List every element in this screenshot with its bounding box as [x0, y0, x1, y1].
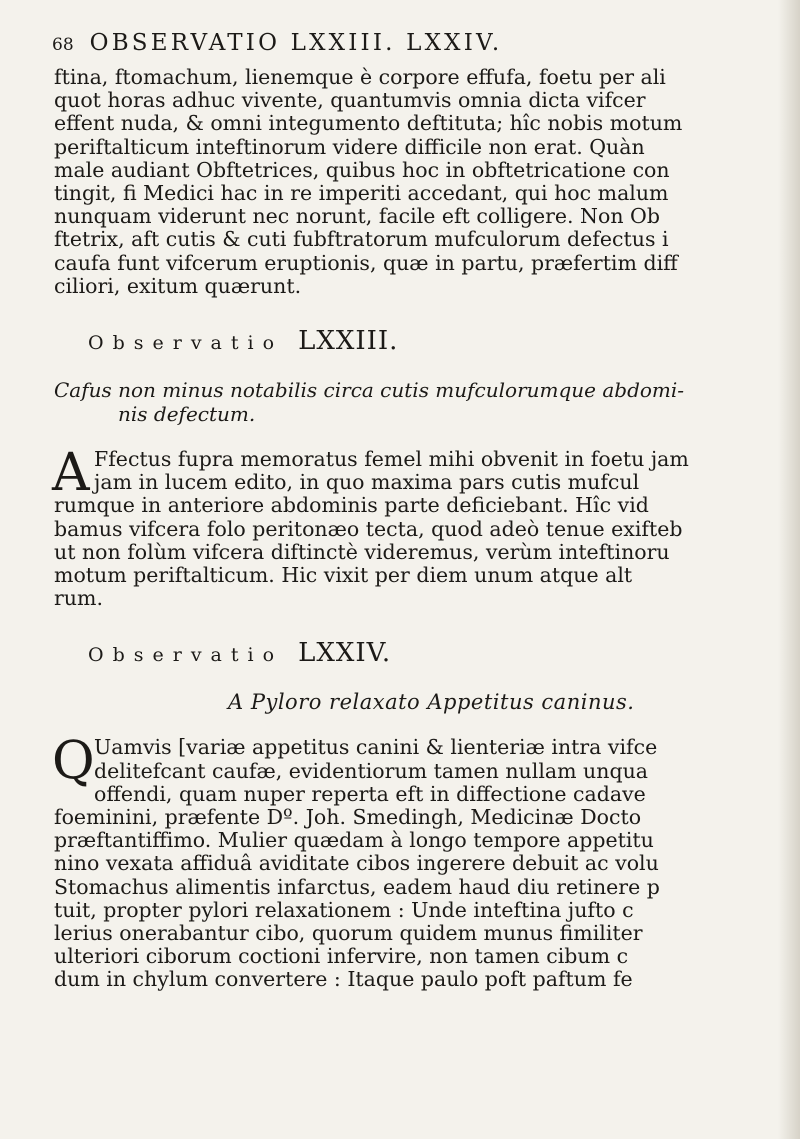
- text-line: offendi, quam nuper reperta eft in diffectione cadave: [94, 781, 646, 806]
- text-line: præftantiffimo. Mulier quædam à longo tempore appetitu: [54, 828, 654, 853]
- observation-label: Observatio: [88, 644, 284, 667]
- observation-subtitle-73: [54, 378, 796, 426]
- text-line: tuit, propter pylori relaxationem : Unde inteftina jufto c: [54, 897, 634, 922]
- text-line: male audiant Obftetrices, quibus hoc in obftetricatione con: [54, 157, 670, 182]
- text-line: effent nuda, & omni integumento deftituta; hîc nobis motum: [54, 111, 683, 136]
- text-line: dum in chylum convertere : Itaque paulo poft paftum fe: [54, 967, 633, 992]
- text-line: rum.: [54, 586, 103, 611]
- intro-paragraph: [54, 66, 796, 298]
- text-line: Stomachus alimentis infarctus, eadem haud diu retinere p: [54, 874, 660, 899]
- observation-heading-73: [88, 326, 796, 356]
- observation-label: Observatio: [88, 332, 284, 355]
- text-line: periftalticum inteftinorum videre difficile non erat. Quàn: [54, 134, 645, 159]
- observation-body-74: [52, 731, 796, 992]
- text-line: ut non folùm vifcera diftinctè videremus, verùm inteftinoru: [54, 539, 670, 564]
- text-line: bamus vifcera folo peritonæo tecta, quod adeò tenue exifteb: [54, 516, 683, 541]
- drop-cap: A: [52, 443, 90, 504]
- observation-subtitle-74: A Pyloro relaxato Appetitus caninus.: [228, 690, 635, 715]
- text-line: caufa funt vifcerum eruptionis, quæ in partu, præfertim diff: [54, 250, 678, 275]
- text-line: motum periftalticum. Hic vixit per diem unum atque alt: [54, 563, 633, 588]
- text-line: nunquam viderunt nec norunt, facile eft colligere. Non Ob: [54, 204, 660, 229]
- text-line: lerius onerabantur cibo, quorum quidem munus fimiliter: [54, 921, 643, 946]
- text-line: Ffectus fupra memoratus femel mihi obvenit in foetu jam: [94, 447, 689, 472]
- text-line: foeminini, præfente Dº. Joh. Smedingh, Medicinæ Docto: [54, 805, 642, 830]
- observation-number: LXXIII.: [298, 326, 399, 357]
- observation-body-73: [52, 443, 796, 611]
- text-line: ciliori, exitum quærunt.: [54, 273, 302, 298]
- text-line: jam in lucem edito, in quo maxima pars cutis mufcul: [94, 470, 640, 495]
- observation-number: LXXIV.: [298, 638, 392, 669]
- running-header: [52, 30, 796, 56]
- observation-heading-74: [88, 638, 796, 668]
- running-title: OBSERVATIO LXXIII. LXXIV.: [89, 30, 503, 56]
- text-line: ftetrix, aft cutis & cuti fubftratorum mufculorum defectus i: [54, 227, 669, 252]
- page-number: 68: [52, 35, 74, 55]
- text-line: rumque in anteriore abdominis parte deficiebant. Hîc vid: [54, 493, 649, 518]
- text-line: nino vexata affiduâ aviditate cibos ingerere debuit ac volu: [54, 851, 659, 876]
- text-line: ftina, ftomachum, lienemque è corpore effufa, foetu per ali: [54, 65, 666, 89]
- text-line: Uamvis [variæ appetitus canini & lienteriæ intra vifce: [94, 735, 658, 760]
- subtitle-line: Cafus non minus notabilis circa cutis mufculorumque abdomi-: [54, 378, 685, 403]
- drop-cap: Q: [52, 731, 95, 792]
- text-line: quot horas adhuc vivente, quantumvis omnia dicta vifcer: [54, 88, 646, 113]
- text-line: tingit, fi Medici hac in re imperiti accedant, qui hoc malum: [54, 181, 669, 206]
- text-line: delitefcant caufæ, evidentiorum tamen nullam unqua: [94, 758, 649, 783]
- subtitle-line: nis defectum.: [118, 402, 256, 427]
- text-line: ulteriori ciborum coctioni infervire, non tamen cibum c: [54, 944, 629, 969]
- page-content: [48, 30, 796, 992]
